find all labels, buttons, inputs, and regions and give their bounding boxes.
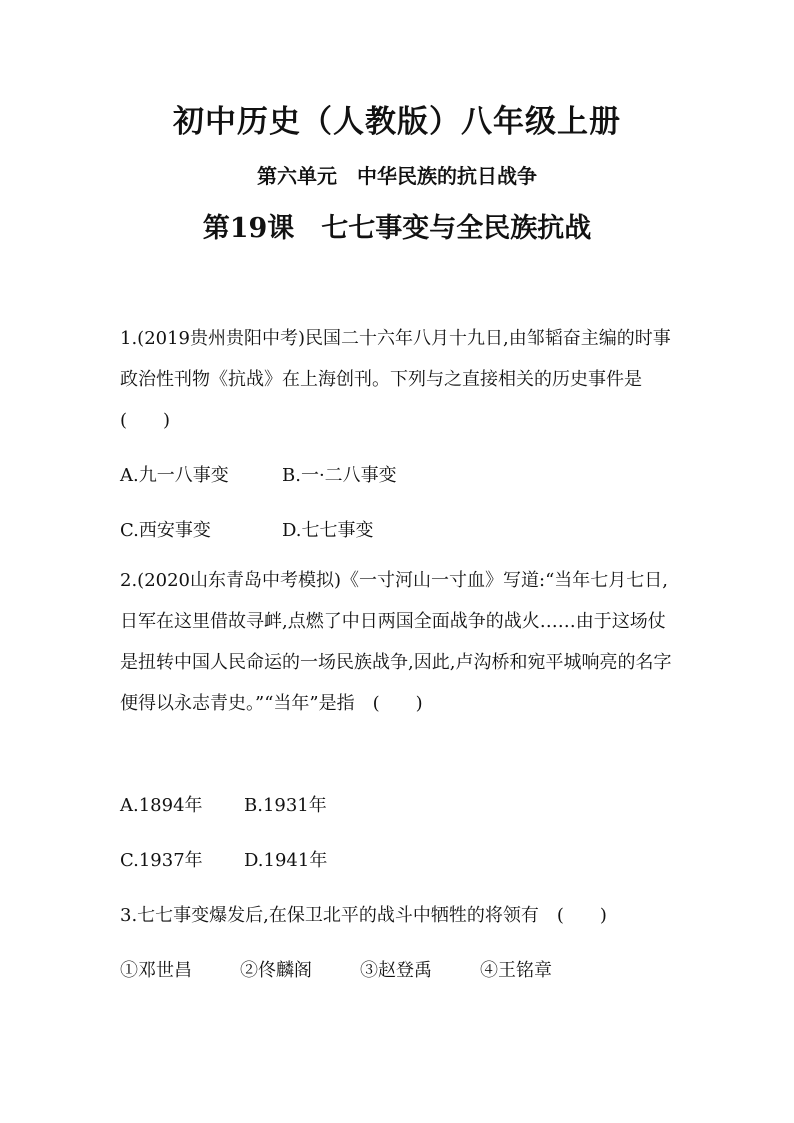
question-2-options-row-1 [120,792,327,820]
lesson-title: 第19课 七七事变与全民族抗战 [202,213,592,244]
question-2-stem: 2.(2020山东青岛中考模拟)《一寸河山一寸血》写道:“当年七月七日,日军在这里借故寻衅,点燃了中日两国全面战争的战火……由于这场仗是扭转中国人民命运的一场民族战争,因此,卢沟桥和宛平城响亮的名字便得以永志青史。”“当年”是指 ( ) [120,570,672,714]
document-title: 初中历史（人教版）八年级上册 [173,104,621,140]
question-2-option-a: A.1894年 [120,795,203,816]
question-2-option-d: D.1941年 [244,850,328,871]
question-3-items-row [120,957,552,985]
question-1-option-d: D.七七事变 [282,520,374,541]
unit-title: 第六单元 中华民族的抗日战争 [257,164,537,188]
question-2-option-b: B.1931年 [244,795,327,816]
question-1-stem: 1.(2019贵州贵阳中考)民国二十六年八月十九日,由邹韬奋主编的时事政治性刊物《抗战》在上海创刊。下列与之直接相关的历史事件是 ( ) [120,328,671,431]
question-1-option-a: A.九一八事变 [120,465,229,486]
question-3-stem: 3.七七事变爆发后,在保卫北平的战斗中牺牲的将领有 ( ) [120,905,607,926]
question-3-item-3: ③赵登禹 [360,960,432,981]
question-1-option-b: B.一·二八事变 [282,465,397,486]
question-2-options-row-2 [120,847,327,875]
question-2-option-c: C.1937年 [120,850,203,871]
question-1-option-c: C.西安事变 [120,520,211,541]
question-1-options-row-2 [120,517,374,545]
question-3-item-4: ④王铭章 [480,960,552,981]
question-3-item-1: ①邓世昌 [120,960,192,981]
question-3-item-2: ②佟麟阁 [240,960,312,981]
question-1-options-row-1 [120,462,397,490]
